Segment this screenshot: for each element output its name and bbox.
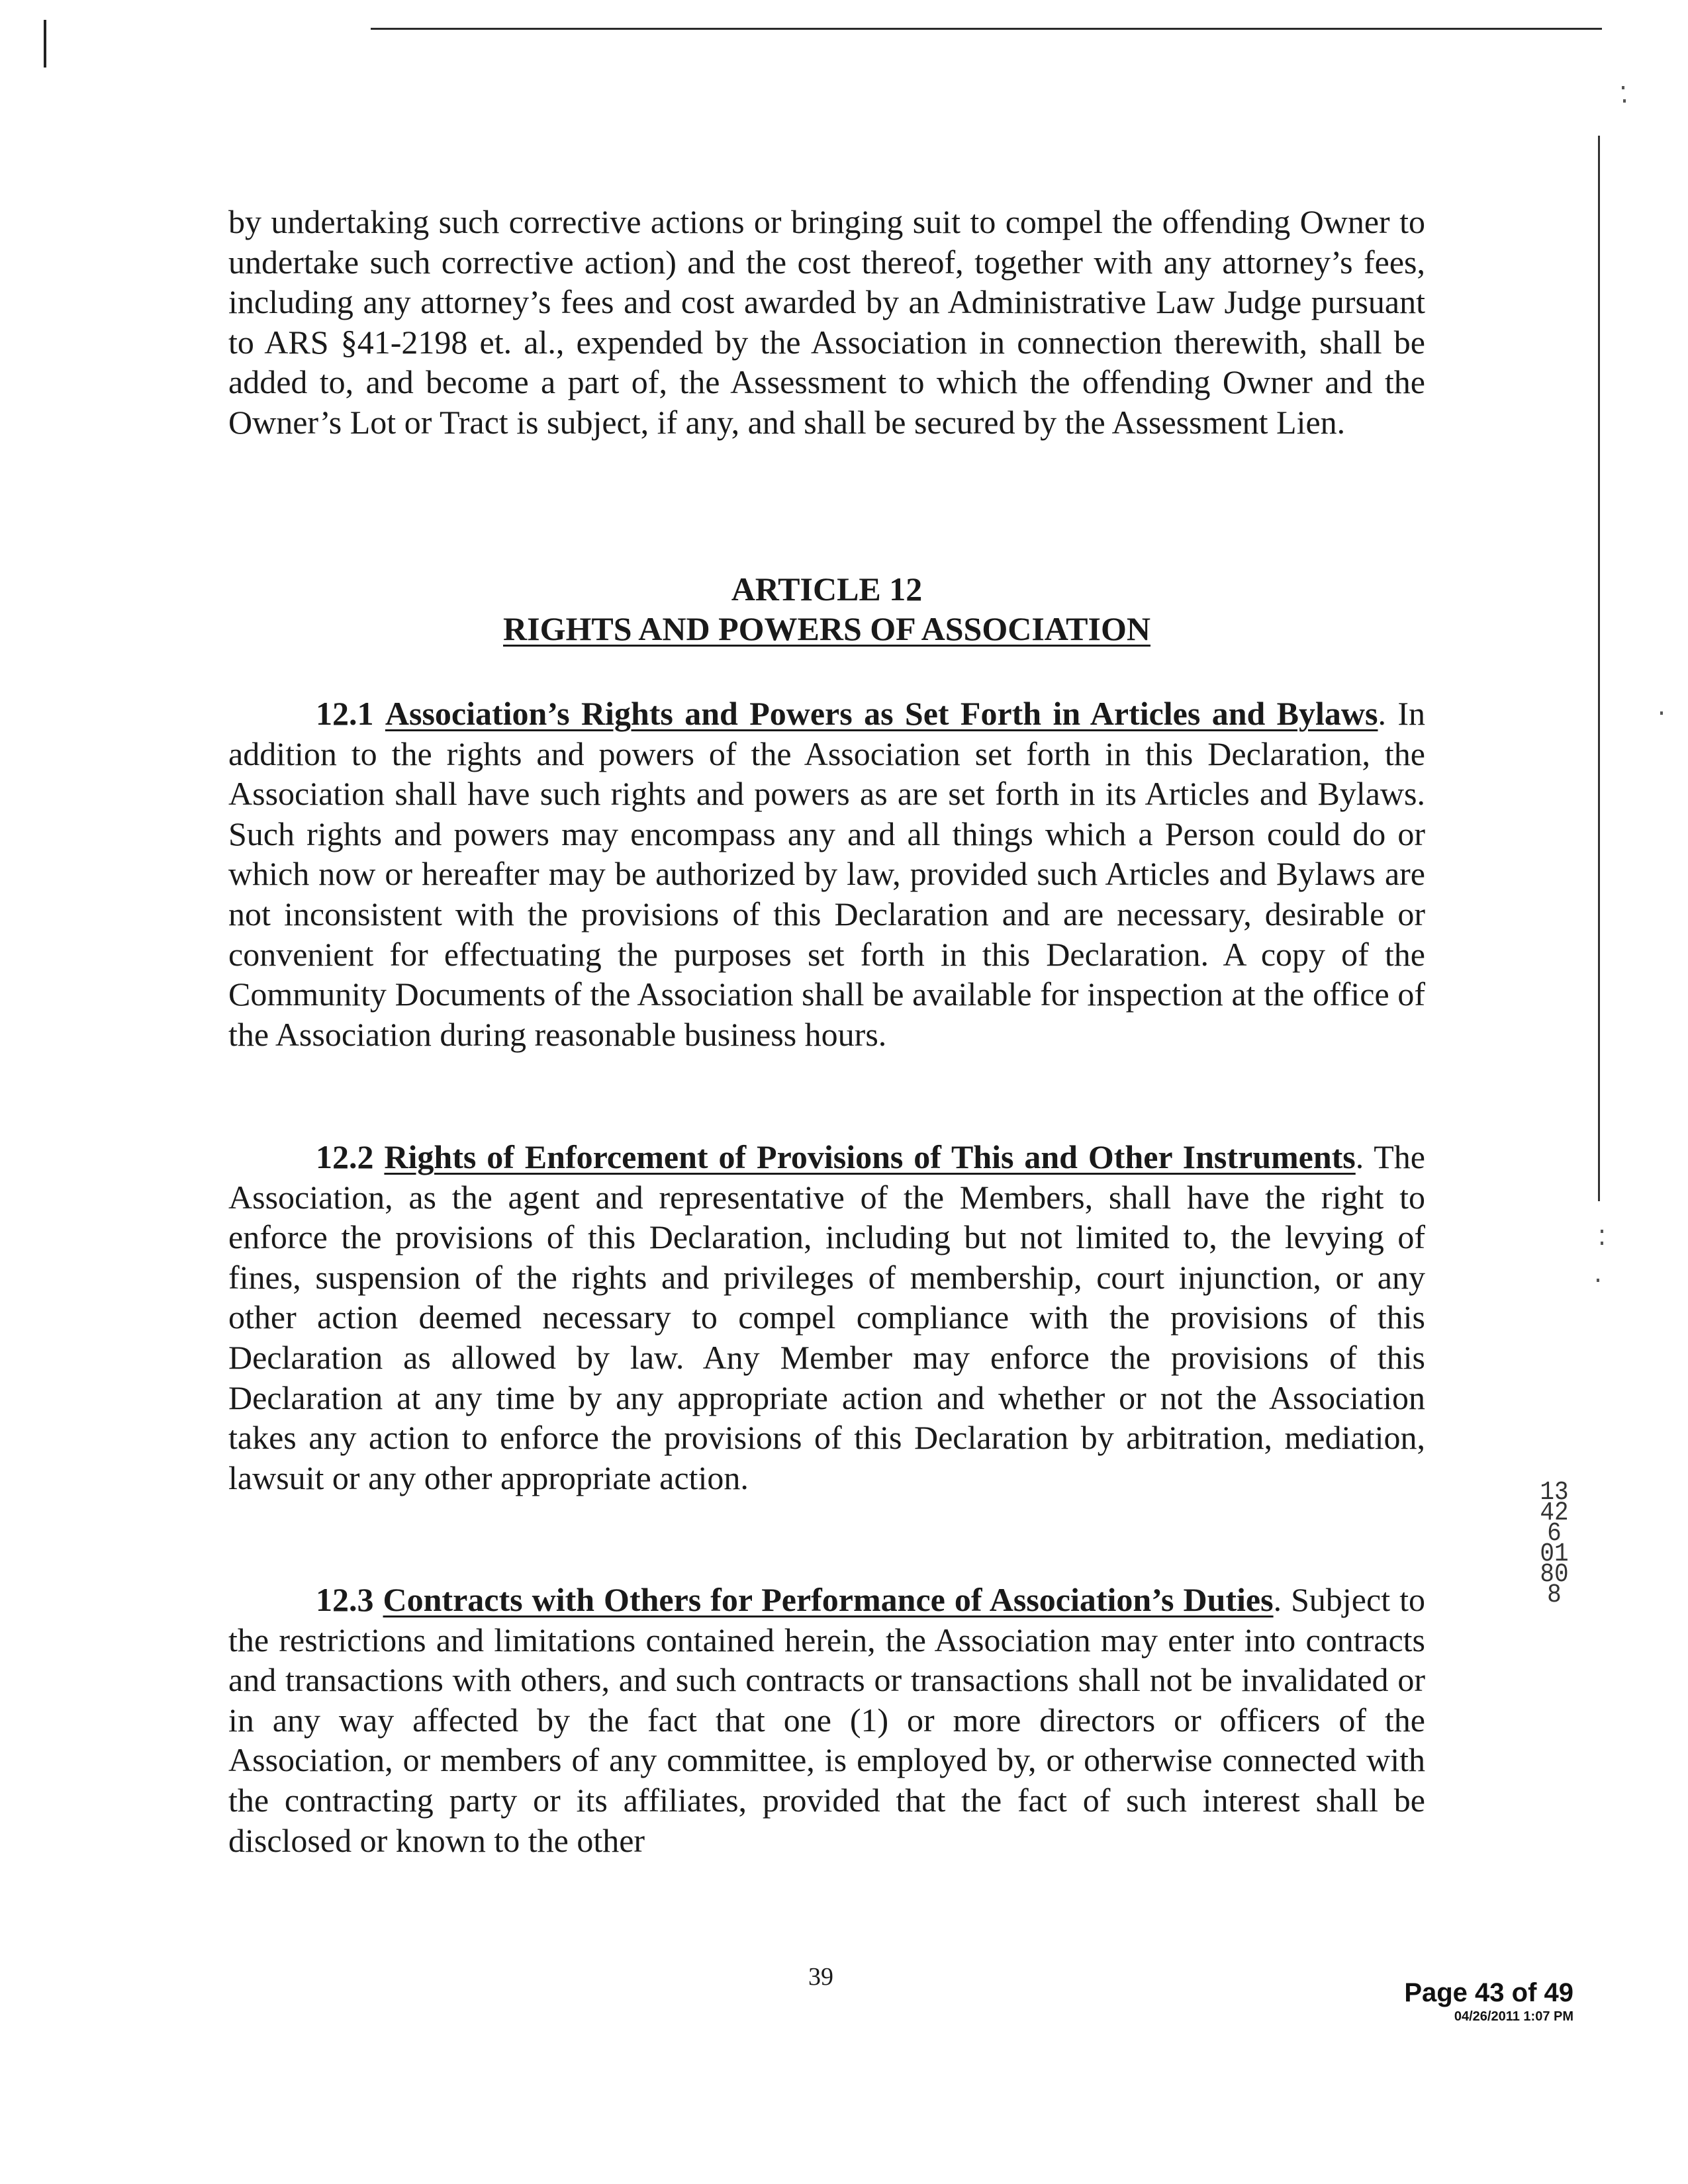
scan-right-margin-line — [1598, 136, 1600, 1201]
section-body: . Subject to the restrictions and limitations contained herein, the Association may enter into contracts and transactions with others, and such contracts or transactions shall not be invalidated or in any way affected by the fact that one (1) or more directors or officers of the Association, or members of any committee, is employed by, or otherwise connected with the contracting party or its affiliates, provided that the fact of such interest shall be disclosed or known to the other — [228, 1581, 1425, 1859]
section-number: 12.2 — [316, 1138, 374, 1175]
article-heading — [228, 569, 1425, 649]
side-document-number: 13426 01808 — [1540, 1478, 1569, 1610]
scan-speck — [1623, 99, 1626, 103]
section-title: Association’s Rights and Powers as Set Forth in Articles and Bylaws — [385, 695, 1378, 732]
section-body: . The Association, as the agent and representative of the Members, shall have the right to enforce the provisions of this Declaration, including but not limited to, the levying of fines, suspension of the rights and privileges of membership, court injunction, or any other action deemed necessary to compel compliance with the provisions of this Declaration as allowed by law. Any Member may enforce the provisions of this Declaration at any time by any appropriate action and whether or not the Association takes any action to enforce the provisions of this Declaration by arbitration, mediation, lawsuit or any other appropriate action. — [228, 1138, 1426, 1496]
scan-speck — [1601, 1230, 1603, 1233]
section-12-2 — [228, 1137, 1425, 1498]
scan-speck — [1597, 1279, 1599, 1282]
article-title: RIGHTS AND POWERS OF ASSOCIATION — [503, 610, 1150, 647]
article-number: ARTICLE 12 — [731, 570, 923, 608]
scan-left-mark — [44, 20, 46, 68]
section-12-1 — [228, 694, 1425, 1054]
recording-stamp-page: Page 43 of 49 — [1404, 1978, 1573, 2007]
scan-speck — [1660, 711, 1663, 715]
page-number: 39 — [808, 1963, 833, 1991]
continuation-paragraph: by undertaking such corrective actions or bringing suit to compel the offending Owner to undertake such corrective action) and the cost thereof, together with any attorney’s fees, including any attorney’s fees and cost awarded by an Administrative Law Judge pursuant to ARS §41-2198 et. al., expended by the Association in connection therewith, shall be added to, and become a part of, the Assessment to which the offending Owner and the Owner’s Lot or Tract is subject, if any, and shall be secured by the Assessment Lien. — [228, 203, 1425, 441]
scan-speck — [1601, 1242, 1603, 1245]
scan-top-line — [371, 28, 1602, 30]
section-body: . In addition to the rights and powers of the Association set forth in this Declaration, the Association shall have such rights and powers as are set forth in its Articles and Bylaws. Such rights and powers may encompass any and all things which a Person could do or which now or hereafter may be authorized by law, provided such Articles and Bylaws are not inconsistent with the provisions of this Declaration and are necessary, desirable or convenient for effectuating the purposes set forth in this Declaration. A copy of the Community Documents of the Association shall be available for inspection at the office of the Association during reasonable business hours. — [228, 695, 1425, 1053]
recording-stamp-datetime: 04/26/2011 1:07 PM — [1454, 2009, 1573, 2024]
section-number: 12.3 — [316, 1581, 374, 1618]
section-12-3 — [228, 1580, 1425, 1860]
section-title: Contracts with Others for Performance of Association’s Duties — [383, 1581, 1274, 1618]
scan-speck — [1622, 86, 1624, 89]
section-title: Rights of Enforcement of Provisions of This and Other Instruments — [384, 1138, 1356, 1175]
section-number: 12.1 — [316, 695, 374, 732]
